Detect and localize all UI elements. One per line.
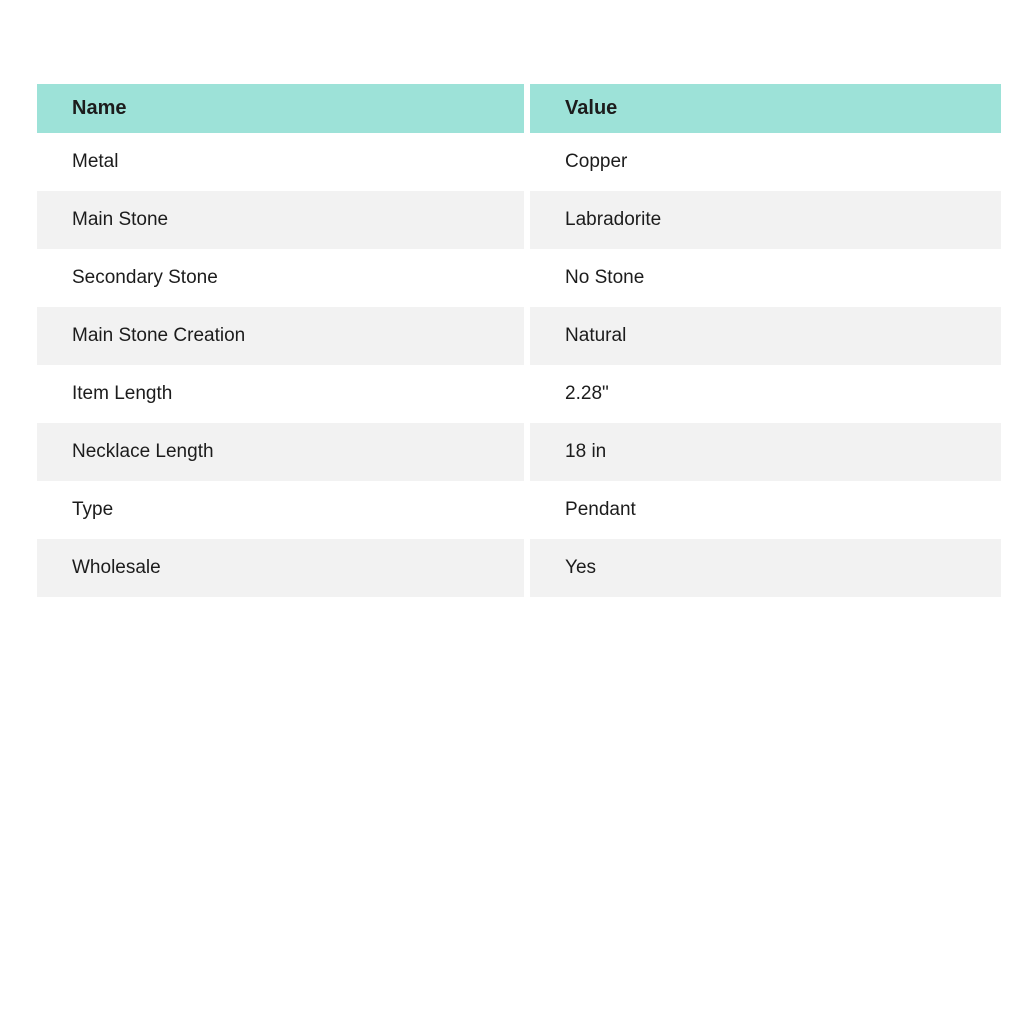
- spec-value-cell: Yes: [527, 539, 1001, 597]
- spec-value-cell: Labradorite: [527, 191, 1001, 249]
- spec-name-cell: Type: [37, 481, 527, 539]
- spec-name-cell: Main Stone Creation: [37, 307, 527, 365]
- table-row: [37, 307, 1001, 365]
- spec-value-cell: Copper: [527, 133, 1001, 191]
- table-row: [37, 249, 1001, 307]
- spec-name-cell: Item Length: [37, 365, 527, 423]
- table-row: [37, 133, 1001, 191]
- header-row: [37, 84, 1001, 133]
- column-header-value: Value: [527, 84, 1001, 133]
- spec-value-cell: No Stone: [527, 249, 1001, 307]
- spec-value-cell: Natural: [527, 307, 1001, 365]
- table-row: [37, 539, 1001, 597]
- spec-name-cell: Necklace Length: [37, 423, 527, 481]
- column-header-name: Name: [37, 84, 527, 133]
- spec-value-cell: Pendant: [527, 481, 1001, 539]
- spec-name-cell: Wholesale: [37, 539, 527, 597]
- table-row: [37, 423, 1001, 481]
- table-body: [37, 133, 1001, 597]
- table-row: [37, 481, 1001, 539]
- table-row: [37, 191, 1001, 249]
- spec-value-cell: 18 in: [527, 423, 1001, 481]
- table-row: [37, 365, 1001, 423]
- spec-value-cell: 2.28": [527, 365, 1001, 423]
- table-header: [37, 84, 1001, 133]
- spec-name-cell: Metal: [37, 133, 527, 191]
- product-specs-table: [37, 84, 1001, 597]
- spec-name-cell: Main Stone: [37, 191, 527, 249]
- spec-name-cell: Secondary Stone: [37, 249, 527, 307]
